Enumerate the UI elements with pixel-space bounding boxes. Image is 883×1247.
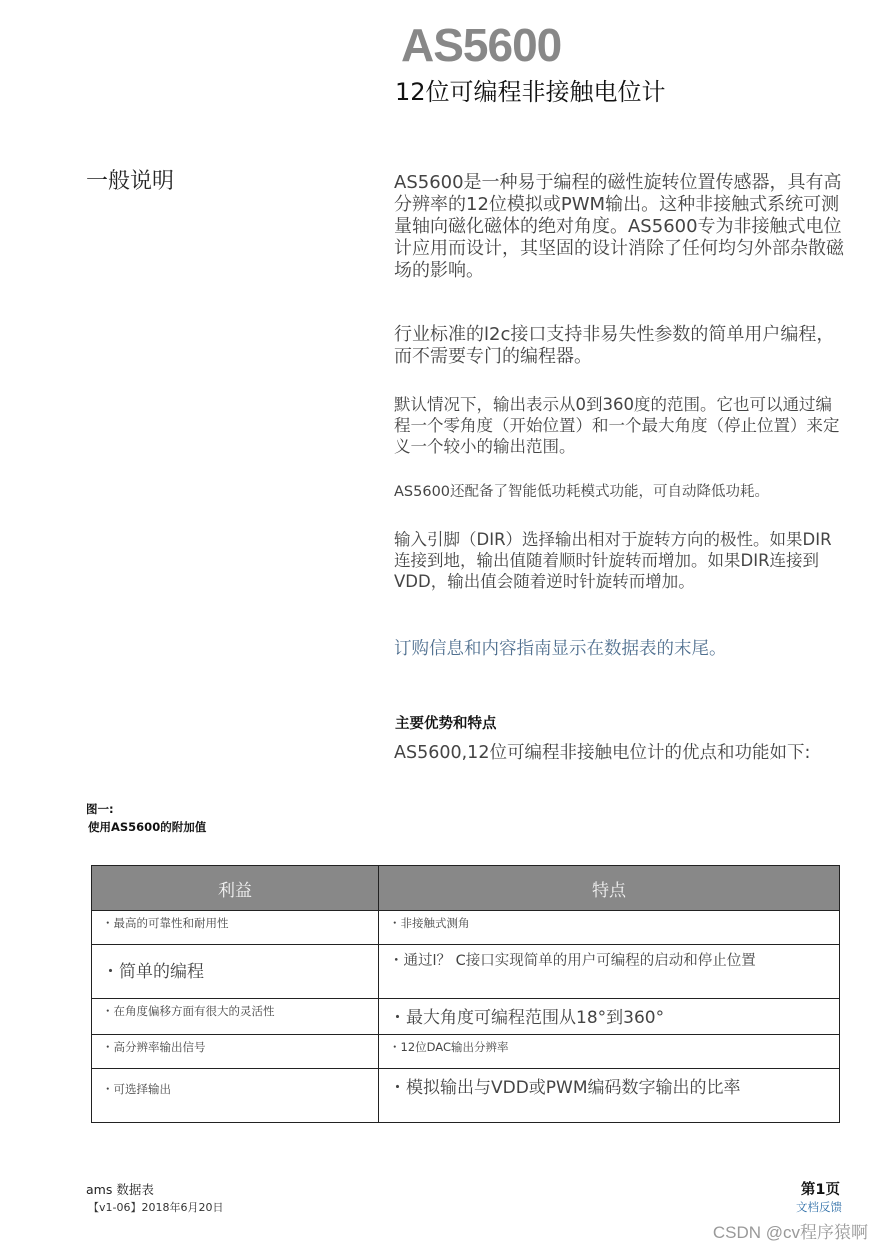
benefit-cell: ・高分辨率输出信号 [92,1035,379,1069]
feature-cell: ・模拟输出与VDD或PWM编码数字输出的比率 [379,1069,840,1123]
benefit-cell: ・简单的编程 [92,945,379,999]
section-heading-general: 一般说明 [86,169,175,194]
general-paragraph-5: 输入引脚（DIR）选择输出相对于旋转方向的极性。如果DIR连接到地，输出值随着顺时针旋转而增加。如果DIR连接到VDD，输出值会随着逆时针旋转而增加。 [394,530,832,591]
general-paragraph-3: 默认情况下，输出表示从0到360度的范围。它也可以通过编程一个零角度（开始位置）和一个最大角度（停止位置）来定义一个较小的输出范围。 [394,395,840,456]
ordering-info-note: 订购信息和内容指南显示在数据表的末尾。 [394,639,727,659]
column-header-feature: 特点 [379,866,840,911]
footer-doc-type: ams 数据表 [86,1182,154,1197]
table-row [92,999,840,1035]
benefit-cell: ・在角度偏移方面有很大的灵活性 [92,999,379,1035]
feature-cell: ・通过l？ C接口实现简单的用户可编程的启动和停止位置 [379,945,840,999]
page-number: 第1页 [800,1182,840,1198]
table-row [92,1069,840,1123]
footer-version-date: 【v1-06】2018年6月20日 [88,1201,224,1214]
column-header-benefit: 利益 [92,866,379,911]
feature-cell: ・最大角度可编程范围从18°到360° [379,999,840,1035]
figure-label: 图一: [86,802,114,816]
table-row [92,911,840,945]
benefit-cell: ・最高的可靠性和耐用性 [92,911,379,945]
benefits-heading: 主要优势和特点 [395,716,497,732]
product-subtitle: 12位可编程非接触电位计 [395,78,666,106]
figure-caption: 使用AS5600的附加值 [88,820,207,834]
feature-cell: ・非接触式测角 [379,911,840,945]
table-row [92,1035,840,1069]
benefit-cell: ・可选择输出 [92,1069,379,1123]
general-paragraph-4: AS5600还配备了智能低功耗模式功能，可自动降低功耗。 [394,484,770,500]
table-row [92,945,840,999]
product-name: AS5600 [401,19,562,71]
watermark: CSDN @cv程序猿啊 [712,1223,868,1242]
feature-cell: ・12位DAC输出分辨率 [379,1035,840,1069]
benefits-intro: AS5600,12位可编程非接触电位计的优点和功能如下: [394,743,811,763]
general-paragraph-1: AS5600是一种易于编程的磁性旋转位置传感器，具有高分辨率的12位模拟或PWM输出。这种非接触式系统可测量轴向磁化磁体的绝对角度。AS5600专为非接触式电位计应用而设计，其坚固的设计消除了任何均匀外部杂散磁场的影响。 [394,172,844,281]
general-paragraph-2: 行业标准的l2c接口支持非易失性参数的简单用户编程，而不需要专门的编程器。 [394,324,835,367]
benefits-features-table [91,865,840,1123]
feedback-link[interactable]: 文档反馈 [796,1200,842,1214]
